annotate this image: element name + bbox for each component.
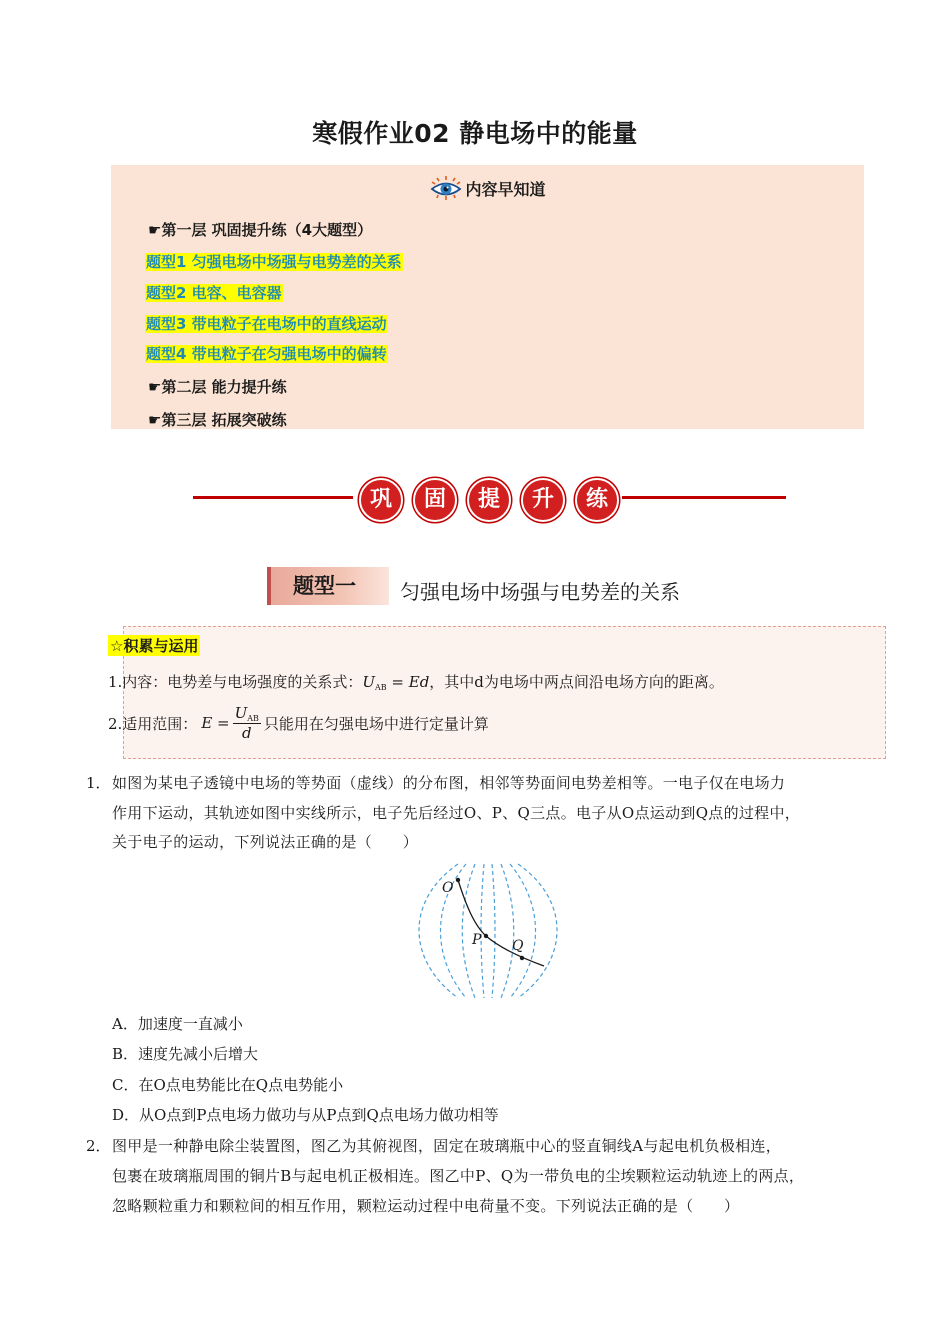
formula-ed: = Ed bbox=[386, 673, 430, 691]
fraction-denominator: d bbox=[241, 724, 252, 742]
knowledge-item-2-prefix: 2.适用范围： bbox=[108, 714, 198, 733]
q1-line-2: 作用下运动，其轨迹如图中实线所示，电子先后经过O、P、Q三点。电子从O点运动到Q点的过程中， bbox=[112, 804, 801, 822]
q2-number: 2． bbox=[86, 1137, 111, 1155]
q1-line-3: 关于电子的运动，下列说法正确的是（ ） bbox=[112, 833, 419, 851]
q1-figure bbox=[418, 860, 558, 1002]
q1-option-d[interactable]: D．从O点到P点电场力做功与从P点到Q点电场力做功相等 bbox=[112, 1106, 499, 1124]
knowledge-label: ☆积累与运用 bbox=[110, 637, 199, 655]
toc-type-3-text: 题型3 带电粒子在电场中的直线运动 bbox=[146, 315, 387, 333]
formula-fraction bbox=[233, 704, 261, 742]
knowledge-item-1 bbox=[108, 671, 724, 692]
label-p: P bbox=[472, 932, 482, 948]
toc-type-4-text: 题型4 带电粒子在匀强电场中的偏转 bbox=[146, 345, 387, 363]
section-tag: 题型一 bbox=[267, 567, 389, 605]
fraction-numerator: U bbox=[234, 704, 248, 722]
q2-line-1: 图甲是一种静电除尘装置图，图乙为其俯视图，固定在玻璃瓶中心的竖直铜线A与起电机负极相连， bbox=[112, 1137, 782, 1155]
banner-line-left bbox=[193, 496, 353, 499]
q2-line-3: 忽略颗粒重力和颗粒间的相互作用，颗粒运动过程中电荷量不变。下列说法正确的是（ ） bbox=[112, 1197, 740, 1215]
toc-type-1[interactable] bbox=[145, 251, 403, 272]
toc-heading-text: 内容早知道 bbox=[465, 179, 546, 199]
eye-icon bbox=[429, 175, 463, 201]
banner-char-3: 提 bbox=[467, 478, 511, 522]
toc-layer2: ☛第二层 能力提升练 bbox=[148, 378, 287, 396]
q1-option-a[interactable]: A．加速度一直减小 bbox=[112, 1015, 243, 1033]
q2-line-2: 包裹在玻璃瓶周围的铜片B与起电机正极相连。图乙中P、Q为一带负电的尘埃颗粒运动轨迹上的两点， bbox=[112, 1167, 805, 1185]
banner-line-right bbox=[622, 496, 786, 499]
toc-type-4[interactable] bbox=[145, 343, 388, 364]
q1-number: 1． bbox=[86, 774, 111, 792]
label-q: Q bbox=[512, 938, 524, 954]
toc-heading bbox=[111, 175, 864, 201]
section-title: 匀强电场中场强与电势差的关系 bbox=[400, 580, 680, 604]
toc-type-1-text: 题型1 匀强电场中场强与电势差的关系 bbox=[146, 253, 402, 271]
page-title: 寒假作业02 静电场中的能量 bbox=[312, 119, 638, 148]
fraction-numerator-sub: AB bbox=[247, 714, 259, 723]
q1-option-b[interactable]: B．速度先减小后增大 bbox=[112, 1045, 259, 1063]
toc-panel bbox=[111, 165, 864, 429]
knowledge-item-2 bbox=[108, 704, 489, 742]
knowledge-item-2-suffix: 只能用在匀强电场中进行定量计算 bbox=[263, 714, 489, 733]
formula-u: U bbox=[362, 673, 375, 691]
formula-e: E = bbox=[201, 714, 230, 732]
toc-layer1: ☛第一层 巩固提升练（4大题型） bbox=[148, 221, 373, 239]
q1-option-c[interactable]: C．在O点电势能比在Q点电势能小 bbox=[112, 1076, 344, 1094]
formula-u-sub: AB bbox=[374, 683, 387, 692]
toc-type-2[interactable] bbox=[145, 282, 283, 303]
banner-char-1: 巩 bbox=[359, 478, 403, 522]
knowledge-item-1-suffix: ，其中d为电场中两点间沿电场方向的距离。 bbox=[429, 673, 724, 691]
toc-layer3: ☛第三层 拓展突破练 bbox=[148, 411, 287, 429]
banner-char-5: 练 bbox=[575, 478, 619, 522]
toc-type-2-text: 题型2 电容、电容器 bbox=[146, 284, 282, 302]
knowledge-item-1-prefix: 1.内容：电势差与电场强度的关系式： bbox=[108, 673, 363, 691]
label-o: O bbox=[442, 880, 454, 896]
toc-type-3[interactable] bbox=[145, 313, 388, 334]
banner-char-2: 固 bbox=[413, 478, 457, 522]
q1-line-1: 如图为某电子透镜中电场的等势面（虚线）的分布图，相邻等势面间电势差相等。一电子仅在电场力 bbox=[112, 774, 786, 792]
banner-char-4: 升 bbox=[521, 478, 565, 522]
